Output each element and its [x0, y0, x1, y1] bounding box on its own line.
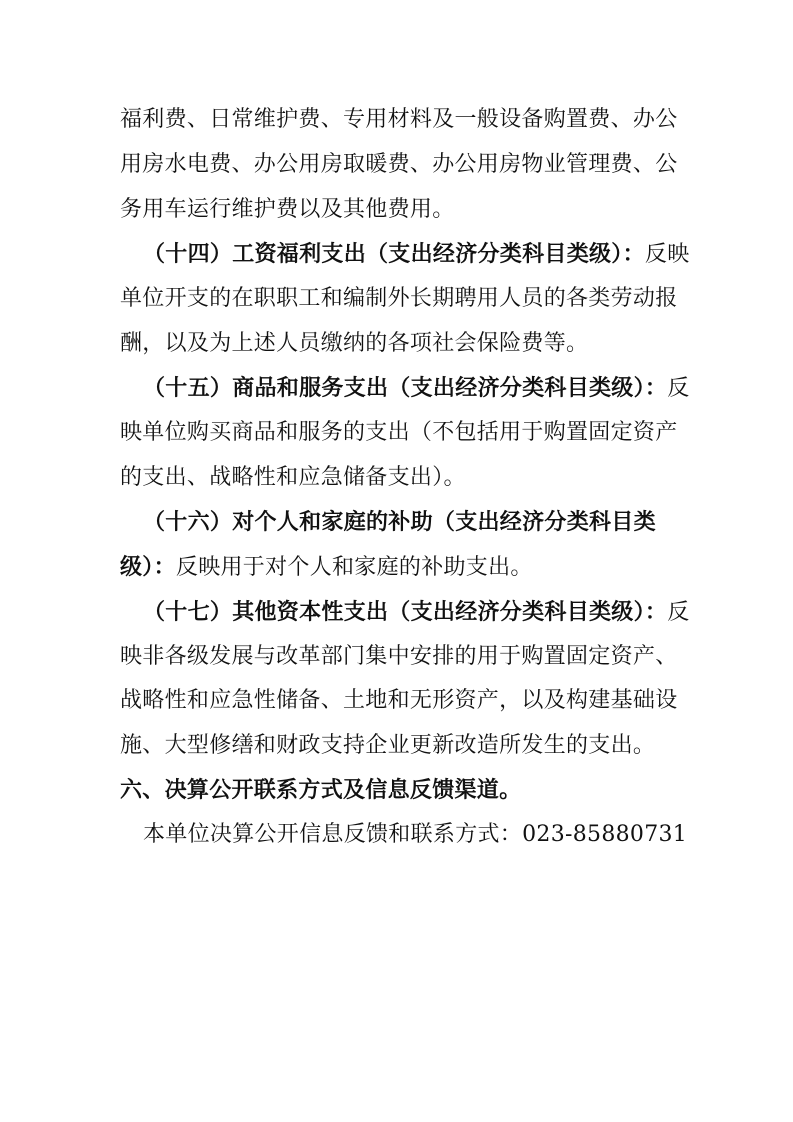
line-text: 福利费、日常维护费、专用材料及一般设备购置费、办公: [120, 107, 678, 132]
paragraph-line: [120, 464, 466, 492]
section-heading: （十七）其他资本性支出（支出经济分类科目类级）：: [143, 599, 668, 625]
line-text: 战略性和应急性储备、土地和无形资产，以及构建基础设: [120, 688, 678, 713]
contact-line: [143, 821, 687, 849]
line-text: 的支出、战略性和应急储备支出）。: [120, 465, 466, 490]
line-text: 单位开支的在职职工和编制外长期聘用人员的各类劳动报: [120, 286, 678, 311]
line-text-tail: 映: [667, 242, 690, 267]
line-text: 映非各级发展与改革部门集中安排的用于购置固定资产、: [120, 644, 678, 669]
line-text: 反映用于对个人和家庭的补助支出。: [175, 555, 533, 580]
line-text: 反: [667, 376, 690, 401]
section-heading-line: [143, 240, 690, 269]
line-text: 映单位购买商品和服务的支出（不包括用于购置固定资产: [120, 420, 678, 445]
chapter-heading: 六、决算公开联系方式及信息反馈渠道。: [120, 777, 522, 803]
section-heading-line: [143, 598, 690, 627]
line-text: 反: [667, 600, 690, 625]
paragraph-line: [120, 732, 655, 760]
paragraph-line: [120, 553, 533, 582]
line-text: 用房水电费、办公用房取暖费、办公用房物业管理费、公: [120, 152, 678, 177]
paragraph-line: [120, 196, 455, 224]
paragraph-line: [120, 643, 678, 671]
line-text: 反: [644, 242, 668, 267]
section-heading: （十五）商品和服务支出（支出经济分类科目类级）：: [143, 375, 668, 401]
paragraph-line: [120, 330, 588, 358]
paragraph-line: [120, 106, 678, 134]
section-heading: 级）：: [120, 554, 176, 580]
line-text: 酬，以及为上述人员缴纳的各项社会保险费等。: [120, 331, 589, 356]
paragraph-line: [120, 285, 678, 313]
paragraph-line: [120, 419, 678, 447]
chapter-heading-line: [120, 776, 521, 805]
line-text: 务用车运行维护费以及其他费用。: [120, 197, 455, 222]
paragraph-line: [120, 687, 678, 715]
section-heading-line: [143, 508, 656, 537]
paragraph-line: [120, 151, 678, 179]
section-heading: （十六）对个人和家庭的补助（支出经济分类科目类: [143, 509, 656, 535]
section-heading: （十四）工资福利支出（支出经济分类科目类级）：: [143, 241, 645, 267]
line-text: 施、大型修缮和财政支持企业更新改造所发生的支出。: [120, 733, 656, 758]
contact-text: 本单位决算公开信息反馈和联系方式：023-85880731: [143, 822, 688, 847]
section-heading-line: [143, 374, 690, 403]
